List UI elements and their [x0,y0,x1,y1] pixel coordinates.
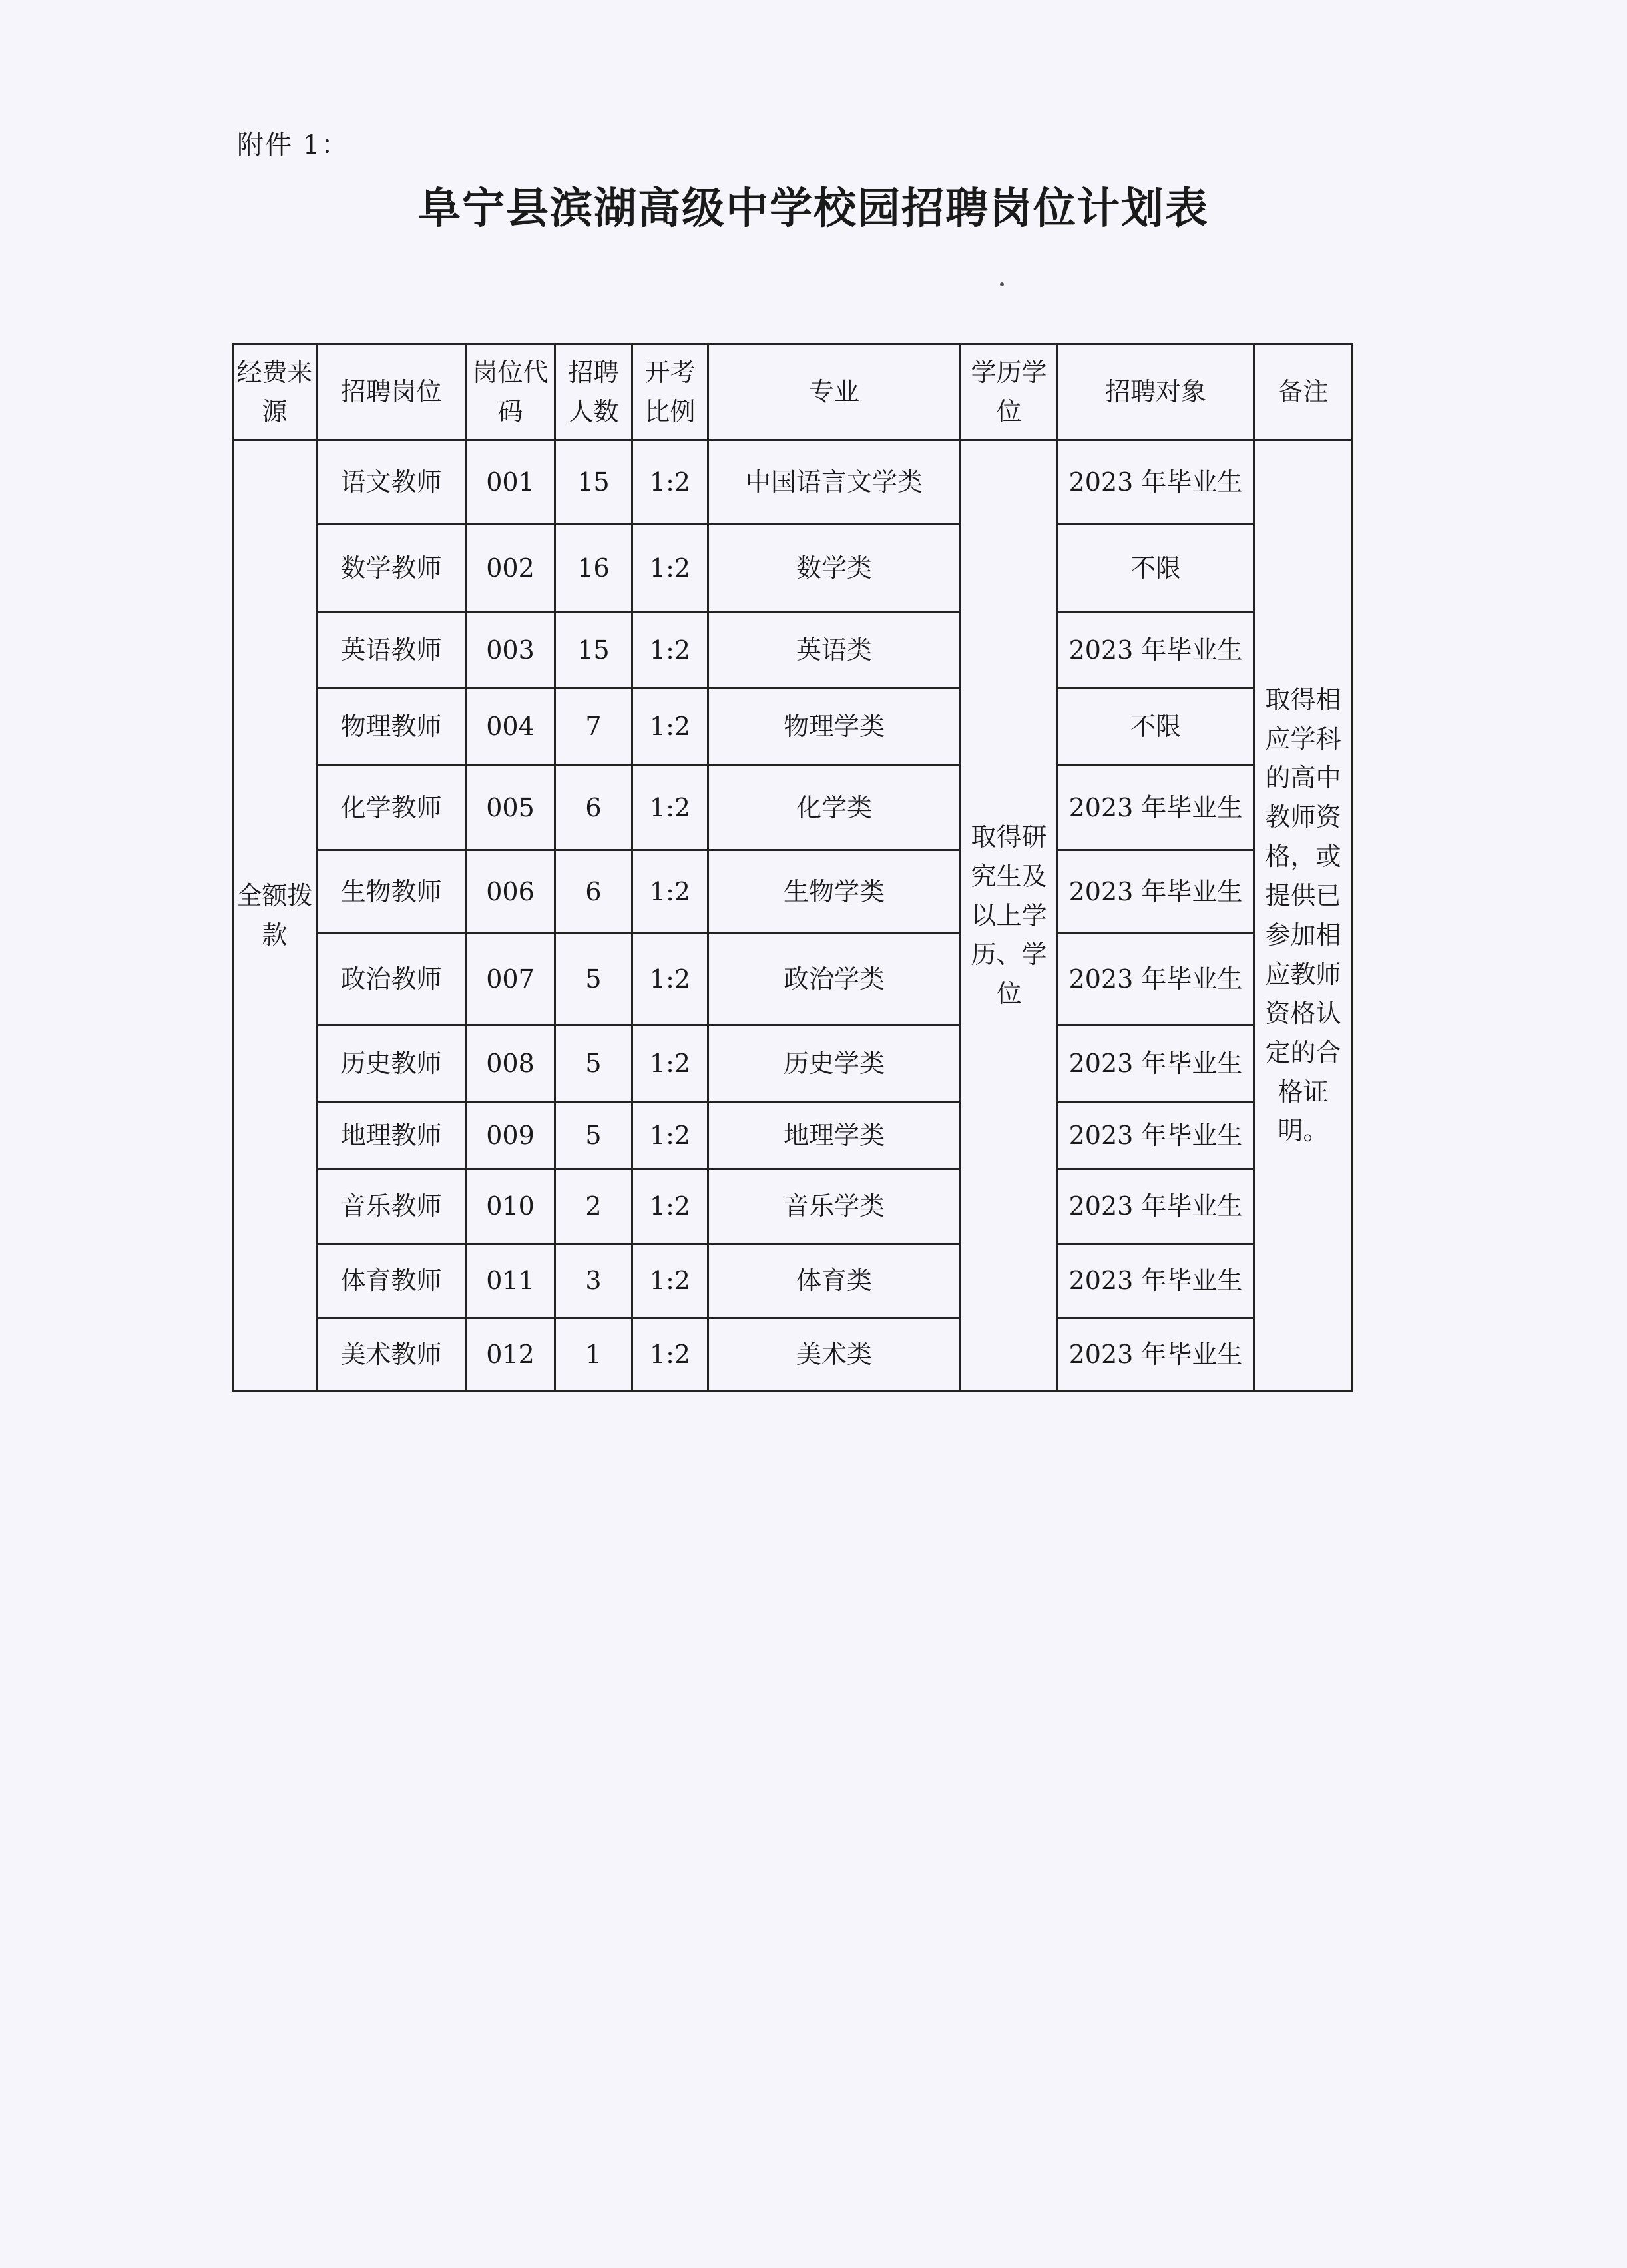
header-degree: 学历学位 [961,344,1058,440]
header-major: 专业 [708,344,961,440]
header-position: 招聘岗位 [317,344,466,440]
code-cell: 009 [466,1103,555,1169]
ratio-cell: 1:2 [632,612,708,689]
target-cell: 2023 年毕业生 [1058,1318,1254,1392]
target-cell: 2023 年毕业生 [1058,1103,1254,1169]
table-row [233,766,1353,850]
table-row [233,1025,1353,1103]
position-cell: 英语教师 [317,612,466,689]
table-row [233,1244,1353,1318]
code-cell: 005 [466,766,555,850]
table-row [233,689,1353,766]
position-cell: 音乐教师 [317,1169,466,1244]
notes-cell: 取得相应学科的高中教师资格，或提供已参加相应教师资格认定的合格证明。 [1254,440,1353,1392]
target-cell: 2023 年毕业生 [1058,850,1254,934]
table-row [233,612,1353,689]
count-cell: 7 [555,689,632,766]
code-cell: 010 [466,1169,555,1244]
code-cell: 011 [466,1244,555,1318]
target-cell: 2023 年毕业生 [1058,934,1254,1025]
degree-cell: 取得研究生及以上学历、学位 [961,440,1058,1392]
target-cell: 2023 年毕业生 [1058,1169,1254,1244]
ratio-cell: 1:2 [632,689,708,766]
count-cell: 3 [555,1244,632,1318]
code-cell: 003 [466,612,555,689]
attachment-label: 附件 1： [237,130,349,160]
ratio-cell: 1:2 [632,1103,708,1169]
header-funding: 经费来源 [233,344,317,440]
code-cell: 001 [466,440,555,525]
ratio-cell: 1:2 [632,1318,708,1392]
funding-cell: 全额拨款 [233,440,317,1392]
count-cell: 15 [555,612,632,689]
target-cell: 2023 年毕业生 [1058,612,1254,689]
major-cell: 英语类 [708,612,961,689]
table-body [233,440,1353,1392]
ratio-cell: 1:2 [632,850,708,934]
position-cell: 语文教师 [317,440,466,525]
document-title: 阜宁县滨湖高级中学校园招聘岗位计划表 [418,184,1209,234]
position-cell: 体育教师 [317,1244,466,1318]
target-cell: 不限 [1058,689,1254,766]
count-cell: 6 [555,850,632,934]
major-cell: 体育类 [708,1244,961,1318]
major-cell: 数学类 [708,525,961,612]
major-cell: 物理学类 [708,689,961,766]
target-cell: 不限 [1058,525,1254,612]
table-row [233,1169,1353,1244]
count-cell: 5 [555,1103,632,1169]
table-row [233,525,1353,612]
table-row [233,440,1353,525]
target-cell: 2023 年毕业生 [1058,1244,1254,1318]
count-cell: 1 [555,1318,632,1392]
ratio-cell: 1:2 [632,525,708,612]
code-cell: 004 [466,689,555,766]
position-cell: 化学教师 [317,766,466,850]
ratio-cell: 1:2 [632,1244,708,1318]
count-cell: 2 [555,1169,632,1244]
position-cell: 数学教师 [317,525,466,612]
target-cell: 2023 年毕业生 [1058,766,1254,850]
code-cell: 002 [466,525,555,612]
header-code: 岗位代码 [466,344,555,440]
ratio-cell: 1:2 [632,1025,708,1103]
major-cell: 音乐学类 [708,1169,961,1244]
code-cell: 008 [466,1025,555,1103]
ratio-cell: 1:2 [632,766,708,850]
major-cell: 生物学类 [708,850,961,934]
paper-speck [1000,282,1004,286]
count-cell: 5 [555,1025,632,1103]
major-cell: 地理学类 [708,1103,961,1169]
target-cell: 2023 年毕业生 [1058,1025,1254,1103]
major-cell: 中国语言文学类 [708,440,961,525]
code-cell: 007 [466,934,555,1025]
major-cell: 美术类 [708,1318,961,1392]
major-cell: 化学类 [708,766,961,850]
header-ratio: 开考比例 [632,344,708,440]
code-cell: 012 [466,1318,555,1392]
ratio-cell: 1:2 [632,934,708,1025]
position-cell: 生物教师 [317,850,466,934]
count-cell: 16 [555,525,632,612]
position-cell: 政治教师 [317,934,466,1025]
header-target: 招聘对象 [1058,344,1254,440]
table-row [233,850,1353,934]
position-cell: 历史教师 [317,1025,466,1103]
position-cell: 物理教师 [317,689,466,766]
table-row [233,1103,1353,1169]
count-cell: 5 [555,934,632,1025]
header-count: 招聘人数 [555,344,632,440]
table-header-row [233,344,1353,440]
header-notes: 备注 [1254,344,1353,440]
table-row [233,1318,1353,1392]
count-cell: 6 [555,766,632,850]
code-cell: 006 [466,850,555,934]
target-cell: 2023 年毕业生 [1058,440,1254,525]
ratio-cell: 1:2 [632,440,708,525]
position-cell: 美术教师 [317,1318,466,1392]
count-cell: 15 [555,440,632,525]
recruitment-plan-table [232,343,1353,1392]
position-cell: 地理教师 [317,1103,466,1169]
ratio-cell: 1:2 [632,1169,708,1244]
major-cell: 历史学类 [708,1025,961,1103]
table-row [233,934,1353,1025]
major-cell: 政治学类 [708,934,961,1025]
